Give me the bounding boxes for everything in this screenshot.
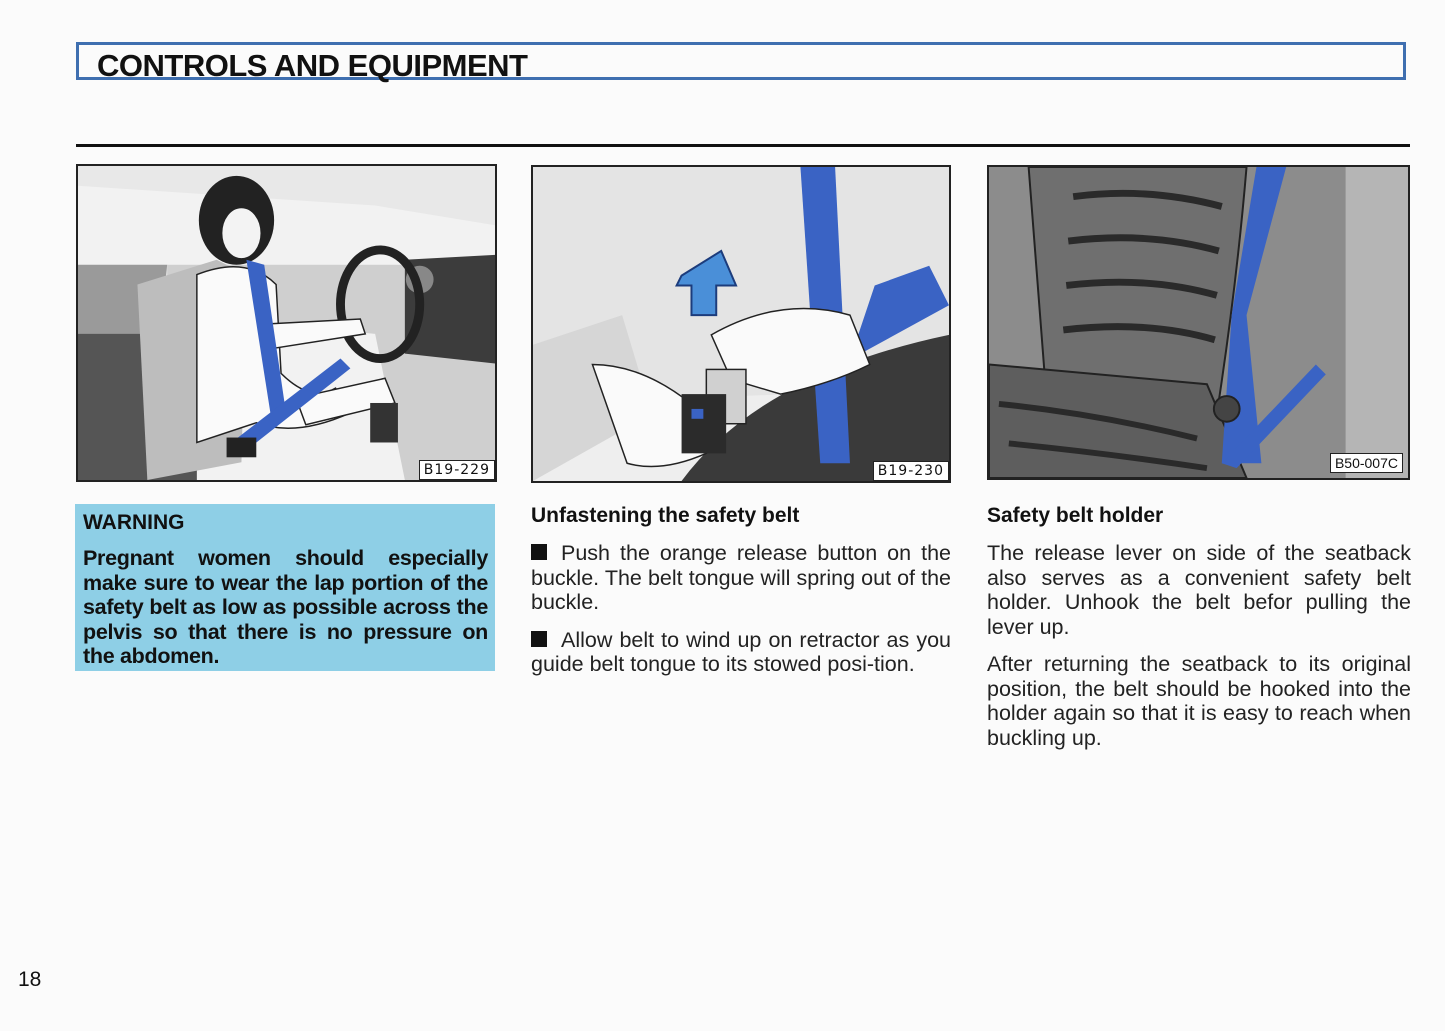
bullet-square-icon — [531, 631, 547, 647]
instruction-text: Push the orange release button on the buckle. The belt tongue will spring out of the buckle. — [531, 541, 951, 614]
figure-code: B19-229 — [419, 460, 495, 480]
belt-holder-section — [987, 503, 1411, 750]
warning-box — [75, 504, 495, 671]
warning-title: WARNING — [83, 511, 185, 534]
page-number: 18 — [18, 968, 42, 991]
figure-code: B19-230 — [873, 461, 949, 481]
seat-illustration — [989, 167, 1408, 478]
buckle-illustration — [533, 167, 949, 481]
divider-rule — [76, 144, 1410, 147]
holder-heading: Safety belt holder — [987, 504, 1164, 527]
holder-paragraph: The release lever on side of the seatback also serves as a convenient safety belt holder. Unhook the belt befor pulling the lever up. — [987, 541, 1411, 639]
figure-driver-seatbelt — [76, 164, 497, 482]
figure-code: B50-007C — [1330, 453, 1403, 473]
warning-text: Pregnant women should especially make sure to wear the lap portion of the safety belt as low as possible across the pelvis so that there is no pressure on the abdomen. — [83, 546, 488, 668]
holder-paragraph: After returning the seatback to its original position, the belt should be hooked into the holder again so that it is easy to reach when buckling up. — [987, 652, 1411, 750]
section-title: CONTROLS AND EQUIPMENT — [97, 48, 528, 83]
driver-illustration — [78, 166, 495, 480]
unfastening-section — [531, 503, 951, 677]
unfastening-heading: Unfastening the safety belt — [531, 504, 800, 527]
instruction-item — [531, 541, 951, 615]
instruction-text: Allow belt to wind up on retractor as you guide belt tongue to its stowed posi-tion. — [531, 627, 951, 676]
bullet-square-icon — [531, 544, 547, 560]
instruction-item — [531, 628, 951, 677]
section-header — [76, 42, 1406, 83]
figure-belt-holder — [987, 165, 1410, 480]
figure-unfastening-belt — [531, 165, 951, 483]
